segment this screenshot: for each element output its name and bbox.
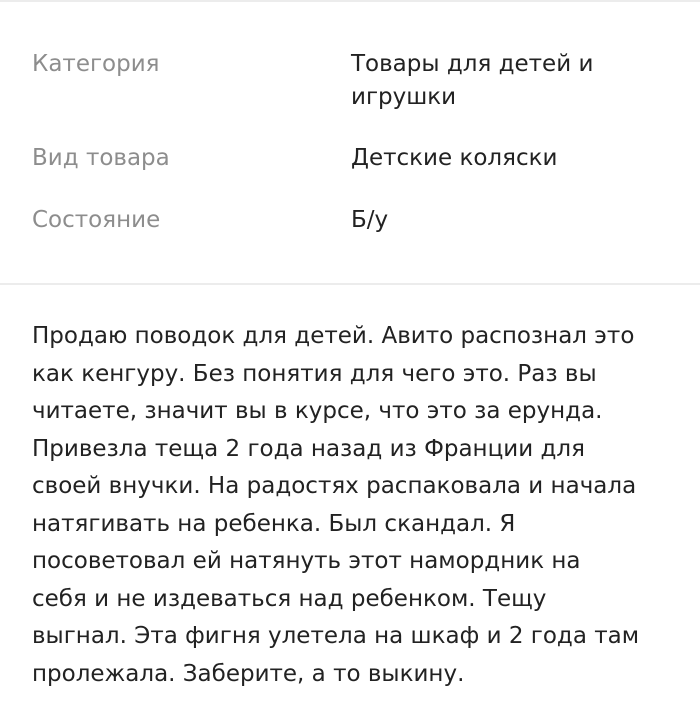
description-line: посоветовал ей натянуть этот намордник на: [32, 548, 581, 574]
description-line: Привезла теща 2 года назад из Франции для: [32, 435, 585, 462]
param-label-item-type: Вид товара: [32, 145, 170, 171]
description-line: выгнал. Эта фигня улетела на шкаф и 2 года там: [32, 623, 640, 649]
param-value-condition: Б/у: [351, 207, 389, 233]
description-line: своей внучки. На радостях распаковала и начала: [32, 473, 637, 499]
param-label-category: Категория: [32, 51, 160, 77]
description-line: натягивать на ребенка. Был скандал. Я: [32, 510, 516, 537]
param-label-condition: Состояние: [32, 207, 161, 233]
top-divider: [0, 0, 700, 2]
description-line: пролежала. Заберите, а то выкину.: [32, 660, 465, 687]
section-divider: [0, 283, 700, 285]
item-description: [32, 318, 682, 693]
description-line: читаете, значит вы в курсе, что это за ерунда.: [32, 398, 603, 424]
description-line: Продаю поводок для детей. Авито распознал это: [32, 323, 635, 349]
param-value-category: Товары для детей и игрушки: [351, 51, 594, 110]
description-line: себя и не издеваться над ребенком. Тещу: [32, 585, 547, 612]
param-value-item-type: Детские коляски: [351, 145, 558, 171]
description-line: как кенгуру. Без понятия для чего это. Раз вы: [32, 360, 597, 387]
